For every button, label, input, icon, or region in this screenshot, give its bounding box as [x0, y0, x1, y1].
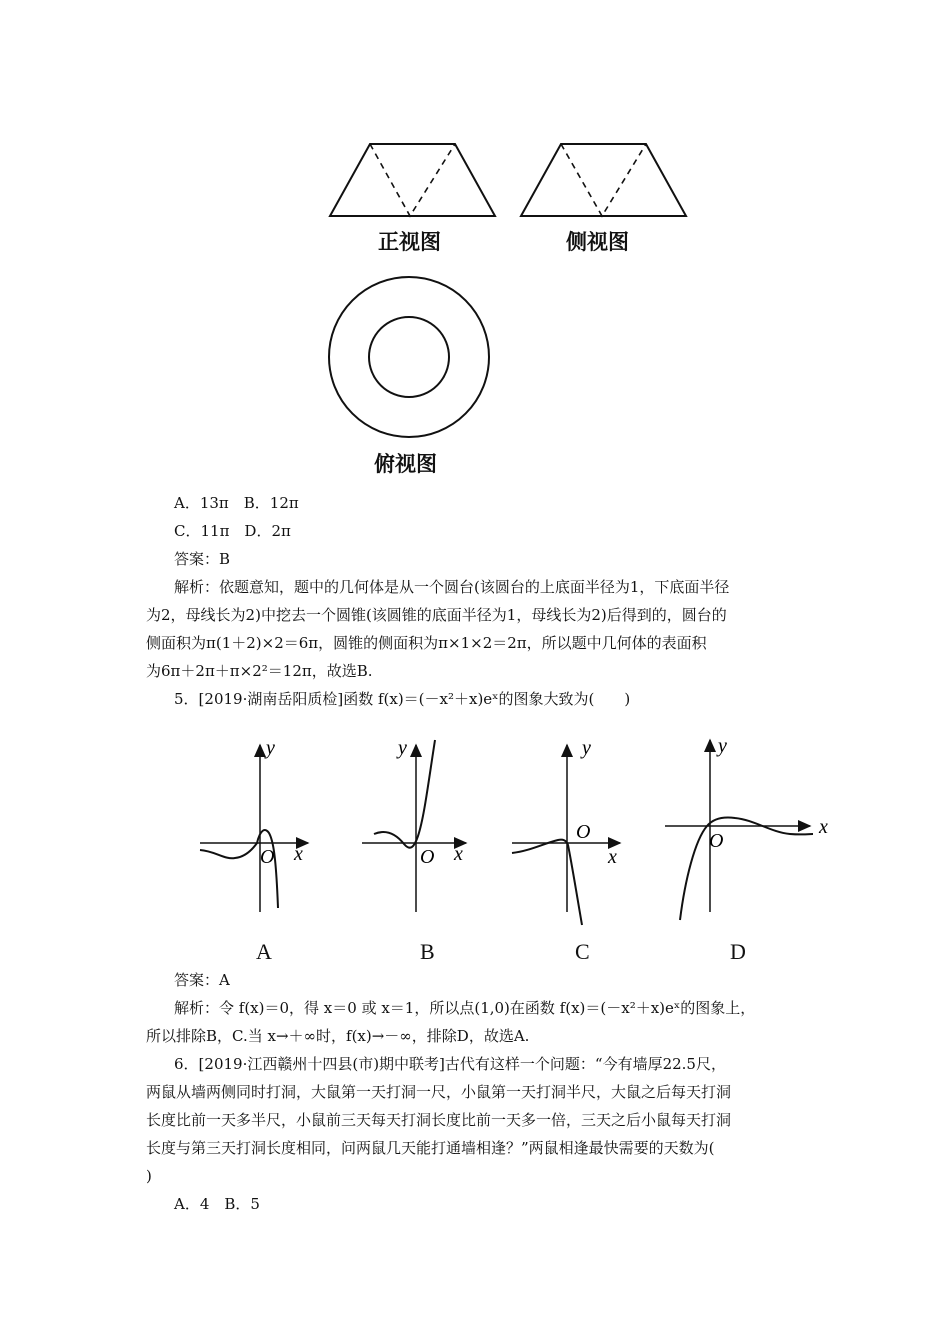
- graph-d-curve: [680, 817, 813, 920]
- q4-options-ab: A．13π B．12π: [174, 494, 299, 512]
- graph-b-label: B: [420, 939, 435, 964]
- q6-stem-line: 6．[2019·江西赣州十四县(市)期中联考]古代有这样一个问题：“今有墙厚22.5尺，: [174, 1055, 726, 1073]
- graph-d-label: D: [730, 939, 746, 964]
- graph-d-y-label: y: [718, 735, 727, 757]
- q5-graphs: [190, 730, 850, 965]
- q5-explanation-line: 解析：令 f(x)＝0，得 x＝0 或 x＝1，所以点(1,0)在函数 f(x)＝(－x²＋x)eˣ的图象上，: [174, 999, 756, 1017]
- graph-c-curve: [512, 840, 582, 925]
- q4-explanation-line: 解析：依题意知，题中的几何体是从一个圆台(该圆台的上底面半径为1，下底面半径: [174, 578, 730, 596]
- graph-b-y-label: y: [398, 737, 407, 759]
- front-view-trapezoid: [330, 144, 495, 216]
- q6-options: A．4 B．5: [174, 1195, 260, 1213]
- q6-stem-line: 长度与第三天打洞长度相同，问两鼠几天能打通墙相逢？”两鼠相逢最快需要的天数为(: [146, 1139, 715, 1157]
- graph-a-origin: O: [260, 846, 275, 868]
- three-view-figure: [320, 135, 700, 480]
- graph-c-label: C: [575, 939, 590, 964]
- front-view-caption: 正视图: [378, 230, 441, 254]
- graph-a-y-label: y: [266, 737, 275, 759]
- q6-stem-line: 长度比前一天多半尺，小鼠前三天每天打洞长度比前一天多一倍，三天之后小鼠每天打洞: [146, 1111, 732, 1129]
- side-view-caption: 侧视图: [566, 230, 629, 254]
- graph-a-curve: [200, 830, 278, 908]
- top-view-annulus: [329, 277, 489, 437]
- graph-b-x-label: x: [454, 843, 463, 865]
- graph-a-x-label: x: [294, 843, 303, 865]
- graph-b-origin: O: [420, 846, 435, 868]
- q6-stem-line: ): [146, 1167, 152, 1185]
- graph-d-origin: O: [709, 830, 724, 852]
- graph-a-label: A: [256, 939, 272, 964]
- q4-explanation-line: 侧面积为π(1＋2)×2＝6π，圆锥的侧面积为π×1×2＝2π，所以题中几何体的表面积: [146, 634, 707, 652]
- graph-c-y-label: y: [582, 737, 591, 759]
- q4-answer: 答案：B: [174, 550, 231, 568]
- graph-b: [362, 740, 466, 912]
- q4-explanation-line: 为2，母线长为2)中挖去一个圆锥(该圆锥的底面半径为1，母线长为2)后得到的，圆台的: [146, 606, 727, 624]
- side-view-trapezoid: [521, 144, 686, 216]
- q5-stem: 5．[2019·湖南岳阳质检]函数 f(x)＝(－x²＋x)eˣ的图象大致为( ): [174, 690, 631, 708]
- q5-answer: 答案：A: [174, 971, 230, 989]
- graph-c-origin: O: [576, 821, 591, 843]
- graph-a: [200, 745, 308, 912]
- q4-explanation-line: 为6π＋2π＋π×2²＝12π，故选B.: [146, 662, 373, 680]
- q4-options-cd: C．11π D．2π: [174, 522, 291, 540]
- top-view-caption: 俯视图: [374, 452, 437, 476]
- graph-c-x-label: x: [608, 846, 617, 868]
- graph-d-x-label: x: [819, 816, 828, 838]
- q5-explanation-line: 所以排除B，C.当 x→＋∞时，f(x)→－∞，排除D，故选A.: [146, 1027, 530, 1045]
- graph-d: [665, 740, 813, 920]
- graph-c: [512, 745, 620, 925]
- q6-stem-line: 两鼠从墙两侧同时打洞，大鼠第一天打洞一尺，小鼠第一天打洞半尺，大鼠之后每天打洞: [146, 1083, 732, 1101]
